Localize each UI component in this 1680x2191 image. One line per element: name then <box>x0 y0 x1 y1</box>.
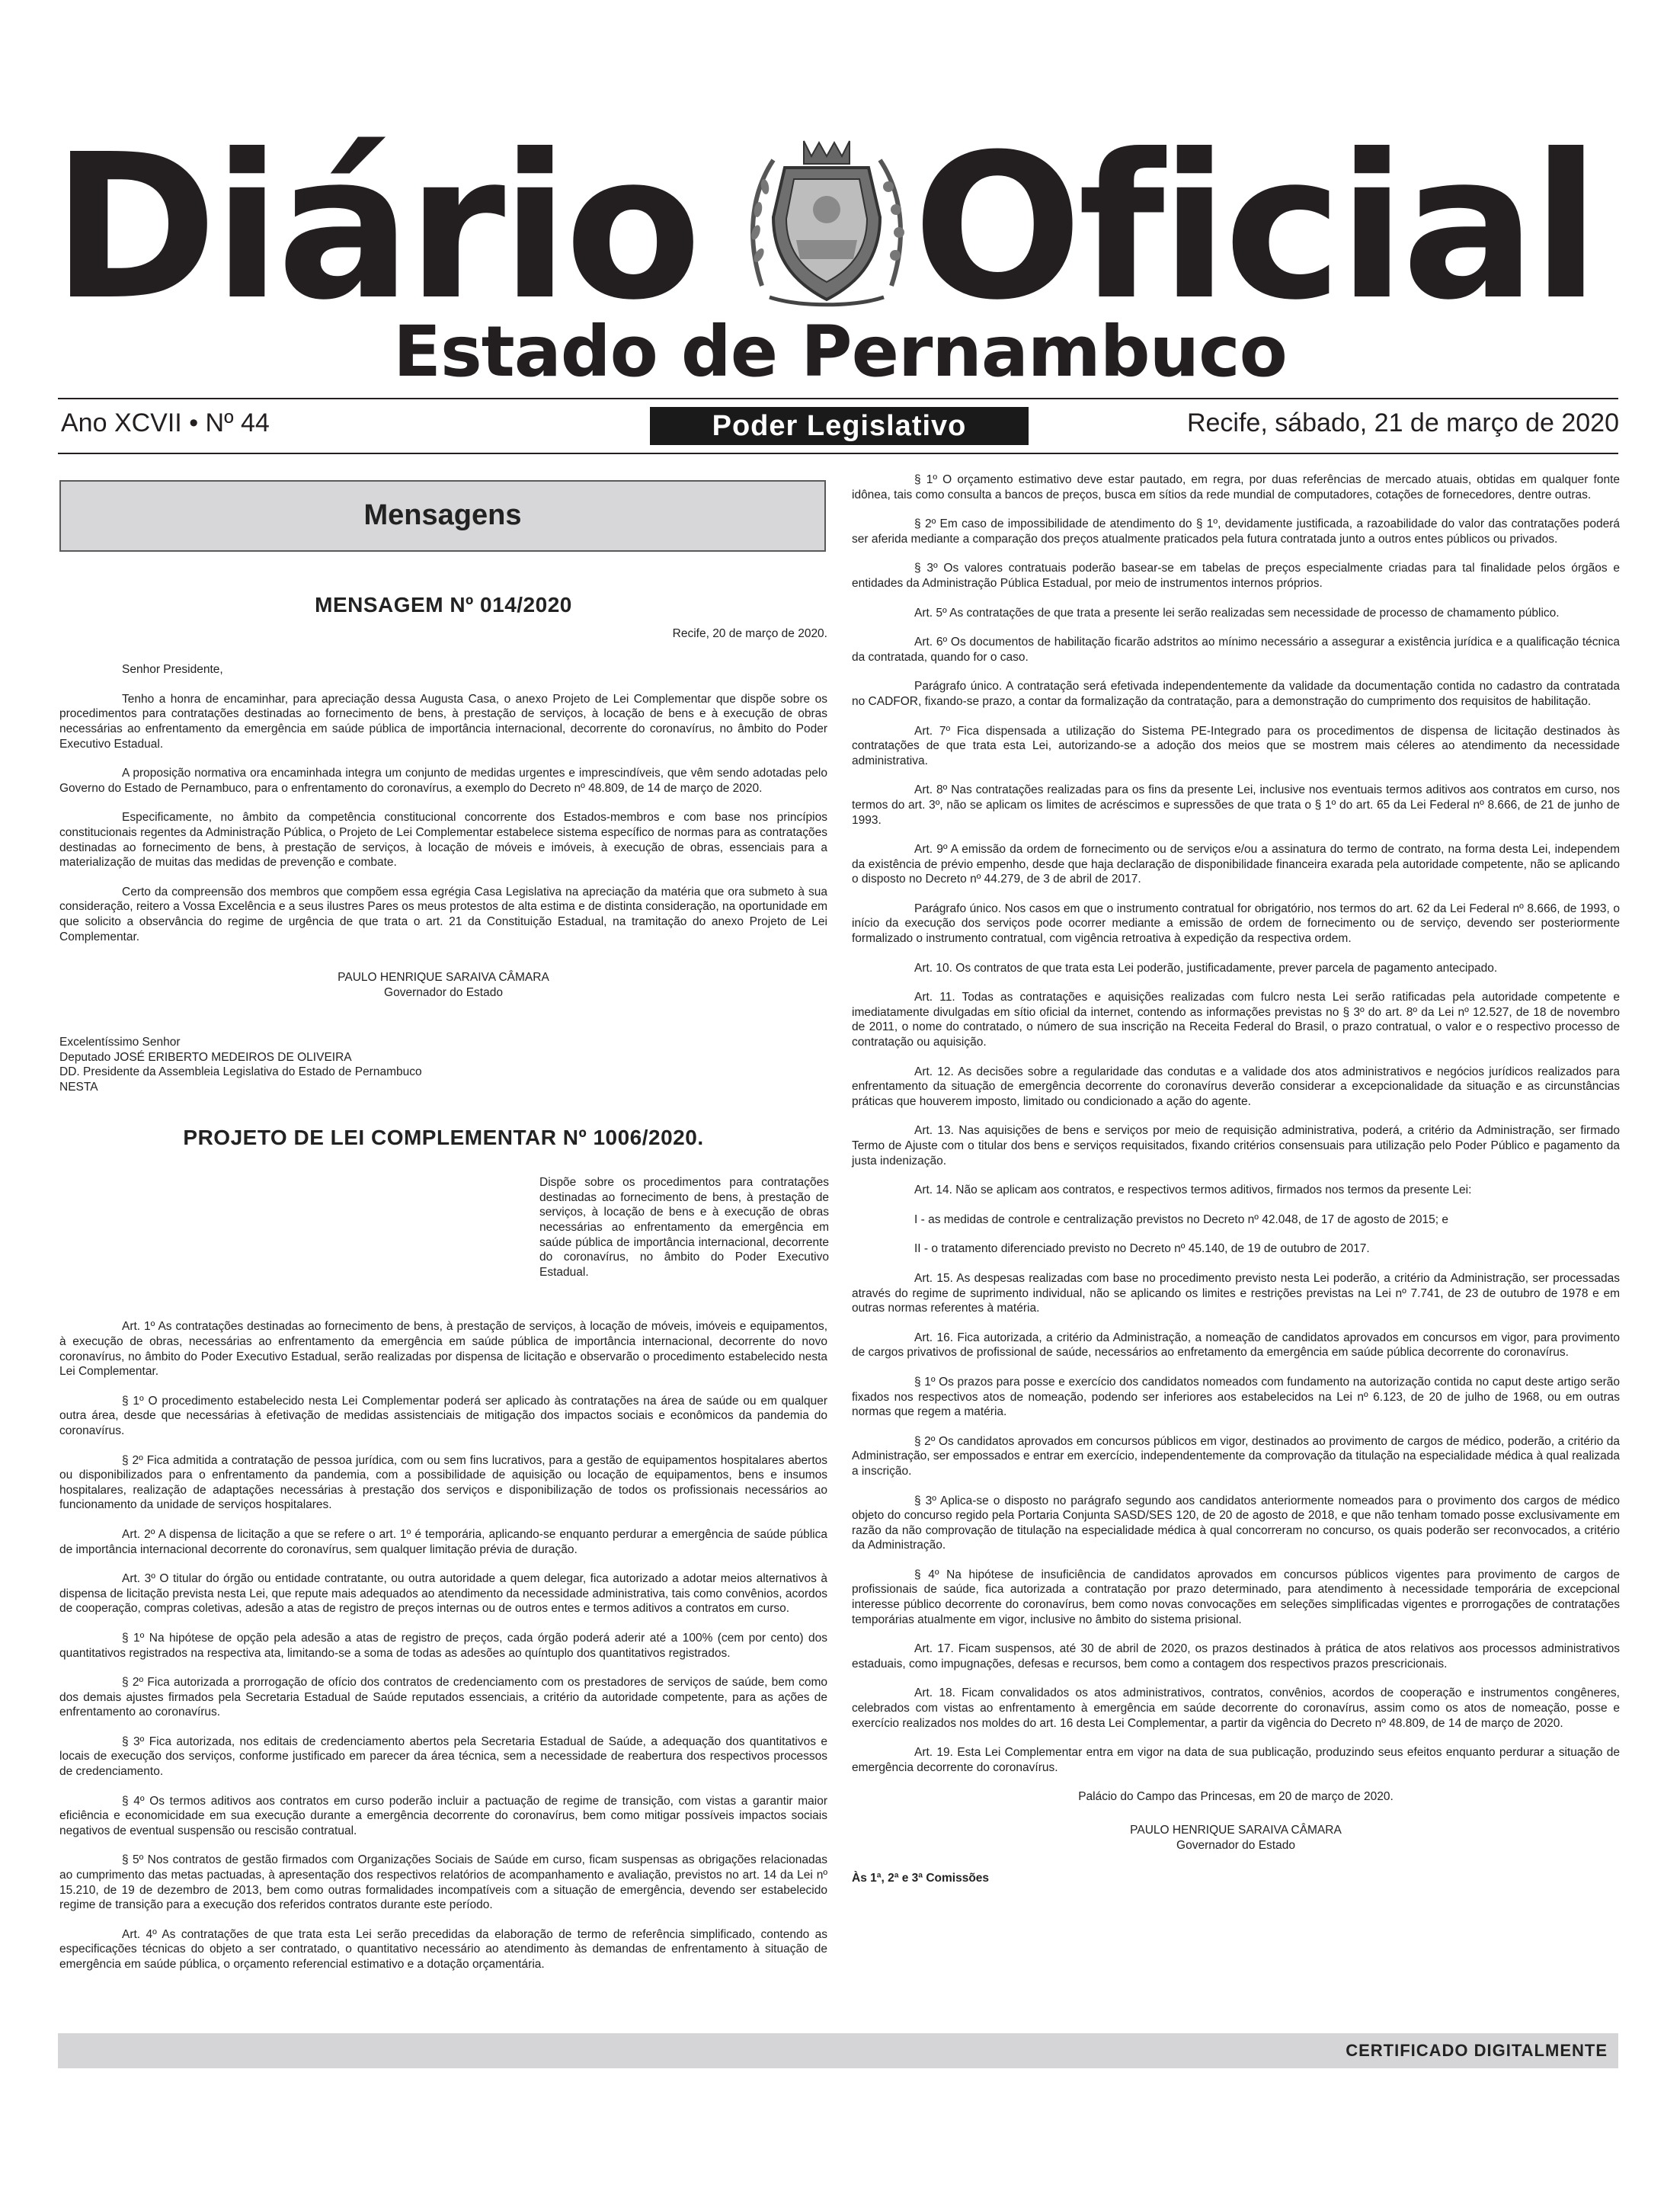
section-label: Poder Legislativo <box>650 407 1029 445</box>
signature-role: Governador do Estado <box>384 985 503 999</box>
paragraph: A proposição normativa ora encaminhada integra um conjunto de medidas urgentes e imprescindíveis, que vêm sendo adotadas pelo Governo do Estado de Pernambuco, para o enfrentamento do coronavírus, a exemplo do Decreto nº 48.809, de 14 de março de 2020. <box>59 767 827 795</box>
signature-name: PAULO HENRIQUE SARAIVA CÂMARA <box>1130 1824 1342 1837</box>
article: § 1º O orçamento estimativo deve estar pautado, em regra, por duas referências de mercado atuais, obtidas em qualquer fonte idônea, tais como consulta a bancos de preços, busca em sítios da rede mundial de computadores, cotações de fornecedores, dentre outras. <box>852 473 1620 501</box>
article: Art. 18. Ficam convalidados os atos administrativos, contratos, convênios, acordos de cooperação e instrumentos congêneres, celebrados com vistas ao enfrentamento à emergência em saúde decorrente do coronavírus, assim como os atos de nomeação, posse e exercício realizados nos moldes do art. 16 desta Lei Complementar, a partir da vigência do Decreto nº 48.809, de 14 de março de 2020. <box>852 1686 1620 1730</box>
article: Art. 9º A emissão da ordem de fornecimento ou de serviços e/ou a assinatura do termo de contrato, na forma desta Lei, independem da existência de prévio empenho, desde que haja declaração de disponibilidade financeira exarada pela autoridade competente, não se aplicando o disposto no Decreto nº 44.279, de 3 de abril de 2017. <box>852 843 1620 886</box>
addressee-line: NESTA <box>59 1081 98 1094</box>
issue-number: Ano XCVII • Nº 44 <box>61 408 270 437</box>
article: § 2º Os candidatos aprovados em concursos públicos em vigor, destinados ao provimento de cargos de médico, poderão, a critério da Administração, ser empossados e entrar em exercício, independentemente da comprovação da titulação na especialidade médica à qual realizada a inscrição. <box>852 1434 1620 1478</box>
addressee <box>59 1035 827 1094</box>
article: Art. 12. As decisões sobre a regularidade das condutas e a validade dos atos administrativos e negócios jurídicos realizados para enfrentamento da situação de emergência decorrente do coronavírus deverão considerar a excepcionalidade da situação e as circunstâncias práticas que houverem imposto, limitado ou condicionado a ação do agente. <box>852 1065 1620 1108</box>
top-rule <box>58 398 1618 399</box>
masthead-title-right: Oficial <box>913 111 1596 344</box>
paragraph: Especificamente, no âmbito da competência constitucional concorrente dos Estados-membros e com base nos princípios constitucionais regentes da Administração Pública, o Projeto de Lei Complementar estabelece sistema específico de normas para as contratações destinadas ao fornecimento de bens, à prestação de serviços, à locação de móveis e imóveis, à execução de obras, essenciais para a materialização de muitas das medidas de prevenção e combate. <box>59 811 827 870</box>
masthead-title-left: Diário <box>52 111 698 344</box>
article: I - as medidas de controle e centralização previstos no Decreto nº 42.048, de 17 de agosto de 2015; e <box>914 1212 1449 1226</box>
article: § 4º Na hipótese de insuficiência de candidatos aprovados em concursos públicos vigentes para provimento de cargos de profissionais de saúde, fica autorizada a contratação por prazo determinado, para atendimento à necessidade temporária de excepcional interesse público decorrente do coronavírus, bem como novas convocações em seleções simplificadas vigentes e prorrogações de contratações temporárias atualmente em vigor, inclusive no âmbito do sistema prisional. <box>852 1568 1620 1626</box>
salutation: Senhor Presidente, <box>122 663 223 677</box>
message-date: Recife, 20 de março de 2020. <box>672 626 827 640</box>
article: § 2º Fica admitida a contratação de pessoa jurídica, com ou sem fins lucrativos, para a gestão de equipamentos hospitalares abertos ou disponibilizados para o enfrentamento da pandemia, com a possibilidade de aquisição ou locação de equipamentos, bens e insumos hospitalares, realização de adaptações necessárias à prestação dos serviços e disponibilização de todos os profissionais necessários ao funcionamento da unidade de serviços hospitalares. <box>59 1453 827 1512</box>
article: II - o tratamento diferenciado previsto no Decreto nº 45.140, de 19 de outubro de 2017. <box>914 1242 1370 1256</box>
article: Art. 14. Não se aplicam aos contratos, e respectivos termos aditivos, firmados nos termos da presente Lei: <box>914 1184 1472 1197</box>
article: Art. 10. Os contratos de que trata esta Lei poderão, justificadamente, prever parcela de pagamento antecipado. <box>914 961 1498 975</box>
article: § 2º Em caso de impossibilidade de atendimento do § 1º, devidamente justificada, a razoabilidade do valor das contratações poderá ser aferida mediante a comparação dos preços atualmente praticados pela futura contratada junto a outros entes públicos ou privados. <box>852 517 1620 546</box>
article: Parágrafo único. Nos casos em que o instrumento contratual for obrigatório, nos termos do art. 62 da Lei Federal nº 8.666, de 1993, o início da execução dos serviços pode ocorrer mediante a emissão de ordem de fornecimento ou de serviço, devendo ser posteriormente formalizado o instrumento contratual, com vigência retroativa à expedição da respectiva ordem. <box>852 902 1620 946</box>
article: Art. 7º Fica dispensada a utilização do Sistema PE-Integrado para os procedimentos de dispensa de licitação destinados às contratações de que trata esta Lei, autorizando-se a adoção dos meios que se mostrem mais céleres ao atendimento da necessidade administrativa. <box>852 724 1620 767</box>
addressee-line: DD. Presidente da Assembleia Legislativa do Estado de Pernambuco <box>59 1065 422 1079</box>
palace-dateline: Palácio do Campo das Princesas, em 20 de março de 2020. <box>1078 1790 1394 1804</box>
article: § 1º O procedimento estabelecido nesta Lei Complementar poderá ser aplicado às contratações na área de saúde ou em qualquer outra área, desde que necessárias à efetivação de medidas assistenciais de mitigação dos impactos sociais e econômicos da pandemia do coronavírus. <box>59 1394 827 1437</box>
bill-summary: Dispõe sobre os procedimentos para contratações destinadas ao fornecimento de bens, à prestação de serviços, à locação de bens e à execução de obras necessárias ao enfrentamento da emergência em saúde pública de importância internacional, decorrente do coronavírus, no âmbito do Poder Executivo Estadual. <box>539 1176 829 1279</box>
article: Art. 13. Nas aquisições de bens e serviços por meio de requisição administrativa, poderá, a critério da Administração, ser firmado Termo de Ajuste com o titular dos bens e serviços requisitados, fixando critérios consensuais para utilização pelo Poder Público e pagamento da justa indenização. <box>852 1124 1620 1168</box>
coat-of-arms-icon <box>739 126 914 316</box>
article: § 3º Fica autorizada, nos editais de credenciamento abertos pela Secretaria Estadual de Saúde, a adequação dos quantitativos e locais de execução dos serviços, conforme justificado em parecer da área técnica, sem a necessidade de reabertura dos respectivos processos de credenciamento. <box>59 1735 827 1779</box>
certification-label: CERTIFICADO DIGITALMENTE <box>1346 2041 1608 2060</box>
addressee-line: Deputado JOSÉ ERIBERTO MEDEIROS DE OLIVEIRA <box>59 1050 352 1064</box>
article: § 2º Fica autorizada a prorrogação de ofício dos contratos de credenciamento com os prestadores de serviços de saúde, bem como dos demais ajustes firmados pela Secretaria Estadual de Saúde reputados essenciais, a critério da autoridade competente, para as ações de enfrentamento ao coronavírus. <box>59 1676 827 1719</box>
signature-role: Governador do Estado <box>1176 1838 1295 1852</box>
mensagens-box: Mensagens <box>59 480 826 552</box>
article: Art. 4º As contratações de que trata esta Lei serão precedidas da elaboração de termo de referência simplificado, contendo as especificações técnicas do objeto a ser contratado, o quantitativo necessário ao atendimento às demandas de enfrentamento à situação de emergência em saúde pública, o orçamento referencial estimativo e a dotação orçamentária. <box>59 1927 827 1971</box>
article: Art. 8º Nas contratações realizadas para os fins da presente Lei, inclusive nos eventuais termos aditivos aos contratos em curso, nos termos do art. 3º, não se aplicam os limites de acréscimos e supressões de que trata o § 1º do art. 65 da Lei Federal nº 8.666, de 21 de junho de 1993. <box>852 783 1620 827</box>
article: Parágrafo único. A contratação será efetivada independentemente da validade da documentação contida no cadastro da contratada no CADFOR, fixando-se prazo, a contar da formalização da contratação, para a demonstração do cumprimento dos requisitos de habilitação. <box>852 680 1620 708</box>
footer-bar <box>58 2033 1618 2068</box>
article: Art. 19. Esta Lei Complementar entra em vigor na data de sua publicação, produzindo seus efeitos enquanto perdurar a situação de emergência decorrente do coronavírus. <box>852 1746 1620 1774</box>
left-column <box>59 472 827 1987</box>
signature-name: PAULO HENRIQUE SARAIVA CÂMARA <box>338 971 549 985</box>
article: § 1º Na hipótese de opção pela adesão a atas de registro de preços, cada órgão poderá aderir até a 100% (cem por cento) dos quantitativos registrados na respectiva ata, limitando-se a soma de todas as adesões ao quíntuplo dos quantitativos registrados. <box>59 1631 827 1660</box>
article: Art. 6º Os documentos de habilitação ficarão adstritos ao mínimo necessário a assegurar a existência jurídica e a qualificação técnica da contratada, quando for o caso. <box>852 636 1620 664</box>
article: Art. 11. Todas as contratações e aquisições realizadas com fulcro nesta Lei serão ratificadas pela autoridade competente e imediatamente divulgadas em sítio oficial da internet, contendo as informações previstas no § 3º do art. 8º da Lei nº 12.527, de 18 de novembro de 2011, o nome do contratado, o número de sua inscrição na Receita Federal do Brasil, o prazo contratual, o valor e o respectivo processo de contratação ou aquisição. <box>852 991 1620 1049</box>
article: Art. 15. As despesas realizadas com base no procedimento previsto nesta Lei poderão, a critério da Administração, ser processadas através do regime de suprimento individual, não se aplicando os limites e restrições previstas na Lei nº 7.741, de 23 de outubro de 1978 e em outras normas referentes à matéria. <box>852 1271 1620 1315</box>
article: Art. 2º A dispensa de licitação a que se refere o art. 1º é temporária, aplicando-se enquanto perdurar a emergência de saúde pública de importância internacional decorrente do coronavírus, sem qualquer limitação prévia de duração. <box>59 1527 827 1556</box>
article: § 3º Aplica-se o disposto no parágrafo segundo aos candidatos anteriormente nomeados para o provimento dos cargos de médico objeto do concurso regido pela Portaria Conjunta SASD/SES 120, de 20 de agosto de 2018, e que não tenham tomado posse exclusivamente em razão da não comprovação de titulação na especialidade médica à qual concorreram no concurso, os quais poderão ser reconvocados, a critério da Administração. <box>852 1494 1620 1552</box>
article: Art. 17. Ficam suspensos, até 30 de abril de 2020, os prazos destinados à prática de atos relativos aos processos administrativos estaduais, como impugnações, defesas e recursos, bem como a contagem dos respectivos prazos prescricionais. <box>852 1642 1620 1670</box>
commissions-note: Às 1ª, 2ª e 3ª Comissões <box>852 1872 990 1885</box>
masthead <box>0 0 1680 457</box>
article: § 4º Os termos aditivos aos contratos em curso poderão incluir a pactuação de regime de transição, com vistas a garantir maior eficiência e economicidade em sua execução durante a emergência decorrente do coronavírus, bem como mitigar possíveis impactos sociais negativos de eventual suspensão ou rescisão contratual. <box>59 1794 827 1837</box>
message-title: MENSAGEM Nº 014/2020 <box>315 593 572 617</box>
paragraph: Certo da compreensão dos membros que compõem essa egrégia Casa Legislativa na apreciação da matéria que ora submeto à sua consideração, reitero a Vossa Excelência e a seus ilustres Pares os meus protestos de alta estima e de distinta consideração, na oportunidade em que solicito a observância do regime de urgência de que trata o art. 21 da Constituição Estadual, na tramitação do anexo Projeto de Lei Complementar. <box>59 885 827 943</box>
article: Art. 3º O titular do órgão ou entidade contratante, ou outra autoridade a quem delegar, fica autorizado a adotar meios alternativos à dispensa de licitação prevista nesta Lei, que repute mais adequados ao atendimento da necessidade administrativa, tais como convênios, acordos de cooperação, compras coletivas, adesão a atas de registro de preços internas ou de outros entes e termos aditivos a contratos em curso. <box>59 1572 827 1616</box>
article: § 1º Os prazos para posse e exercício dos candidatos nomeados com fundamento na autorização contida no caput deste artigo serão fixados nos respectivos atos de nomeação, podendo ser inferiores aos estabelecidos na Lei nº 6.123, de 20 de julho de 1968, ou em outras normas que regem a matéria. <box>852 1375 1620 1419</box>
article: § 3º Os valores contratuais poderão basear-se em tabelas de preços especialmente criadas para tal finalidade pelos órgãos e entidades da Administração Pública Estadual, por meio de instrumentos internos próprios. <box>852 562 1620 590</box>
article: Art. 16. Fica autorizada, a critério da Administração, a nomeação de candidatos aprovados em concursos em vigor, para provimento de cargos privativos de profissional de saúde, necessários ao enfretamento da emergência em saúde pública decorrente do coronavírus. <box>852 1331 1620 1360</box>
masthead-subtitle: Estado de Pernambuco <box>393 311 1287 392</box>
edition-date: Recife, sábado, 21 de março de 2020 <box>1186 408 1619 437</box>
addressee-line: Excelentíssimo Senhor <box>59 1036 181 1049</box>
article: Art. 5º As contratações de que trata a presente lei serão realizadas sem necessidade de processo de chamamento público. <box>914 606 1560 620</box>
paragraph: Tenho a honra de encaminhar, para apreciação dessa Augusta Casa, o anexo Projeto de Lei Complementar que dispõe sobre os procedimentos para contratações destinadas ao fornecimento de bens, à prestação de serviços, à locação de bens e à execução de obras necessárias ao enfrentamento da emergência em saúde pública de importância internacional, decorrente do coronavírus, no âmbito do Poder Executivo Estadual. <box>59 692 827 751</box>
article: § 5º Nos contratos de gestão firmados com Organizações Sociais de Saúde em curso, ficam suspensas as obrigações relacionadas ao cumprimento das metas pactuadas, à apresentação dos respectivos relatórios de acompanhamento e avaliação, previstos no art. 14 da Lei nº 15.210, de 19 de dezembro de 2013, bem como outras formalidades incompatíveis com a situação de emergência, devendo ser estabelecido regime de transição para a execução dos referidos contratos durante este período. <box>59 1853 827 1912</box>
bill-title: PROJETO DE LEI COMPLEMENTAR Nº 1006/2020. <box>183 1125 704 1149</box>
right-column <box>852 472 1620 1886</box>
bottom-rule <box>58 453 1618 454</box>
article: Art. 1º As contratações destinadas ao fornecimento de bens, à prestação de serviços, à locação de móveis, imóveis e equipamentos, à execução de obras, necessárias ao enfrentamento da emergência em saúde pública de importância internacional, decorrente do novo coronavírus, no âmbito do Poder Executivo Estadual, serão realizadas por dispensa de licitação e observarão o procedimento estabelecido nesta Lei Complementar. <box>59 1320 827 1379</box>
